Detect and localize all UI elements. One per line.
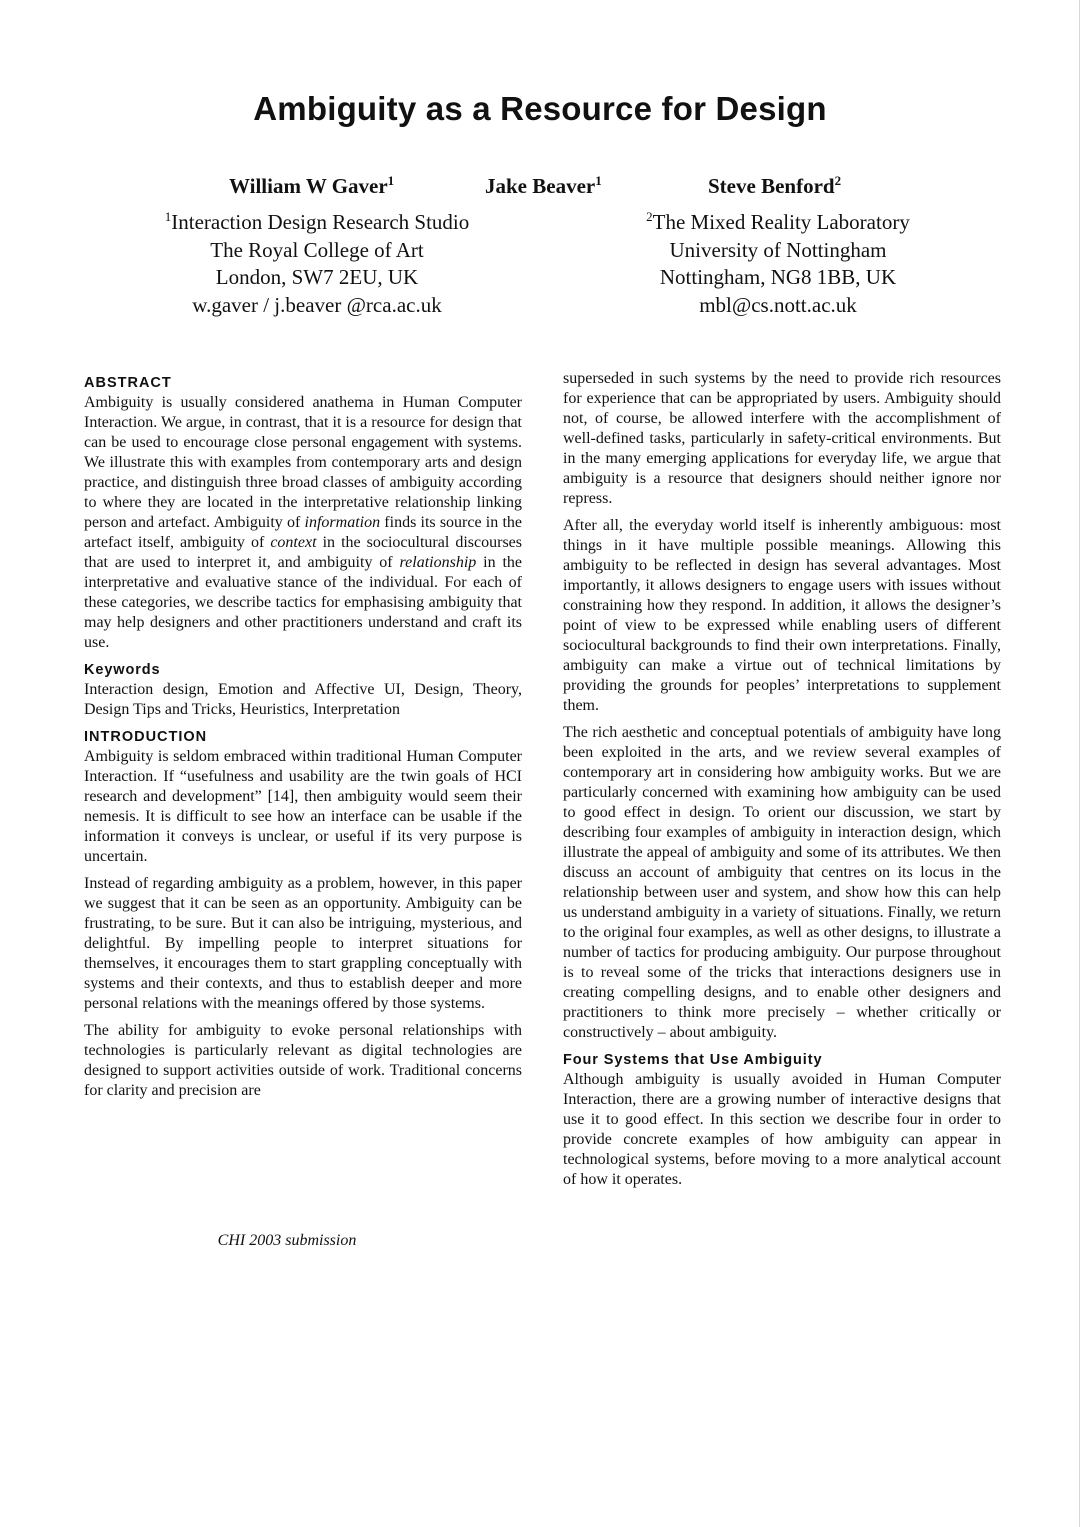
- four-systems-heading: Four Systems that Use Ambiguity: [563, 1052, 823, 1068]
- emphasis-information: information: [304, 514, 381, 531]
- affiliation-email: mbl@cs.nott.ac.uk: [699, 292, 857, 317]
- body-paragraph: The rich aesthetic and conceptual potentials of ambiguity have long been exploited in the arts, and we review several examples of contemporary art in considering how ambiguity works. But we are particularly concerned with examining how ambiguity can be used to good effect in design. To orient our discussion, we start by describing four examples of ambiguity in interaction design, which illustrate the appeal of ambiguity and some of its attributes. We then discuss an account of ambiguity that centres on its locus in the relationship between user and system, and show how this can help us understand ambiguity in a variety of situations. Finally, we return to the original four examples, as well as other designs, to illustrate a number of tactics for producing ambiguity. Our purpose throughout is to reveal some of the tricks that interactions designers use in creating compelling designs, and to enable other designers and practitioners to think more precisely – whether critically or constructively – about ambiguity.: [563, 724, 1001, 1041]
- right-column: [563, 369, 1001, 1197]
- author-gaver: [229, 174, 394, 199]
- intro-paragraph: Instead of regarding ambiguity as a problem, however, in this paper we suggest that it can be seen as an opportunity. Ambiguity can be frustrating, to be sure. But it can also be intriguing, mysterious, and delightful. By impelling people to interpret situations for themselves, it encourages them to start grappling conceptually with systems and their contexts, and thus to establish deeper and more personal relations with the meanings offered by those systems.: [84, 875, 522, 1012]
- abstract-text: Ambiguity is usually considered anathema in Human Computer Interaction. We argue, in contrast, that it is a resource for design that can be used to encourage close personal engagement with systems. We illustrate this with examples from contemporary arts and design practice, and distinguish three broad classes of ambiguity according to where they are located in the interpretative relationship linking person and artefact. Ambiguity of information finds its source in the artefact itself, ambiguity of context in the sociocultural discourses that are used to interpret it, and ambiguity of relationship in the interpretative and evaluative stance of the individual. For each of these categories, we describe tactics for emphasising ambiguity that may help designers and other practitioners understand and craft its use.: [84, 394, 522, 651]
- emphasis-relationship: relationship: [399, 554, 477, 571]
- affiliation-email: w.gaver / j.beaver @rca.ac.uk: [192, 292, 442, 317]
- intro-paragraph: The ability for ambiguity to evoke personal relationships with technologies is particularly relevant as digital technologies are designed to support activities outside of work. Traditional concerns for clarity and precision are: [84, 1022, 522, 1099]
- affiliation-line: University of Nottingham: [669, 237, 887, 262]
- paper-title: Ambiguity as a Resource for Design: [253, 90, 827, 127]
- affiliation-rca: [107, 209, 527, 319]
- left-column: [84, 369, 522, 1108]
- introduction-heading: INTRODUCTION: [84, 729, 208, 745]
- emphasis-context: context: [270, 534, 317, 551]
- author-beaver: [485, 174, 602, 199]
- affiliation-superscript: 1: [164, 209, 172, 224]
- affiliation-line: Nottingham, NG8 1BB, UK: [659, 265, 897, 289]
- affiliation-line: $^1$Interaction Design Research Studio: [164, 209, 470, 234]
- author-superscript: 1: [387, 173, 395, 188]
- affiliation-line: London, SW7 2EU, UK: [215, 265, 419, 289]
- intro-paragraph: Ambiguity is seldom embraced within traditional Human Computer Interaction. If “usefulness and usability are the twin goals of HCI research and development” [14], then ambiguity would seem their nemesis. It is difficult to see how an interface can be usable if the information it conveys is unclear, or useful if its very purpose is uncertain.: [84, 748, 522, 865]
- author-superscript: 2: [834, 173, 842, 188]
- four-systems-paragraph: Although ambiguity is usually avoided in Human Computer Interaction, there are a growing number of interactive designs that use it to good effect. In this section we describe four in order to provide concrete examples of how ambiguity can appear in technological systems, before moving to a more analytical account of how it operates.: [563, 1071, 1001, 1188]
- body-paragraph: After all, the everyday world itself is inherently ambiguous: most things in it have multiple possible meanings. Allowing this ambiguity to be reflected in design has several advantages. Most importantly, it allows designers to engage users with issues without constraining how they respond. In addition, it allows the designer’s point of view to be expressed while enabling users of different sociocultural backgrounds to find their own interpretations. Finally, ambiguity can make a virtue out of technical limitations by providing the grounds for peoples’ interpretations to supplement them.: [563, 517, 1001, 714]
- author-name: Jake Beaver: [485, 174, 596, 198]
- author-name: William W Gaver: [229, 174, 388, 198]
- submission-footer: CHI 2003 submission: [217, 1232, 357, 1249]
- affiliation-nottingham: [568, 209, 988, 319]
- affiliation-superscript: 2: [646, 209, 653, 224]
- author-superscript: 1: [595, 173, 602, 188]
- abstract-heading: ABSTRACT: [84, 375, 172, 391]
- affiliation-line: The Royal College of Art: [210, 237, 424, 262]
- body-paragraph: superseded in such systems by the need to provide rich resources for experience that can be appropriated by users. Ambiguity should not, of course, be allowed interfere with the accomplishment of well-defined tasks, particularly in safety-critical environments. But in the many emerging applications for everyday life, we argue that ambiguity is a resource that designers should neither ignore nor repress.: [563, 370, 1001, 507]
- affiliation-line: $^2$The Mixed Reality Laboratory: [646, 209, 910, 234]
- keywords-heading: Keywords: [84, 662, 161, 678]
- author-benford: [708, 174, 841, 199]
- author-name: Steve Benford: [708, 174, 835, 198]
- keywords-text: Interaction design, Emotion and Affective UI, Design, Theory, Design Tips and Tricks, Heuristics, Interpretation: [84, 681, 522, 718]
